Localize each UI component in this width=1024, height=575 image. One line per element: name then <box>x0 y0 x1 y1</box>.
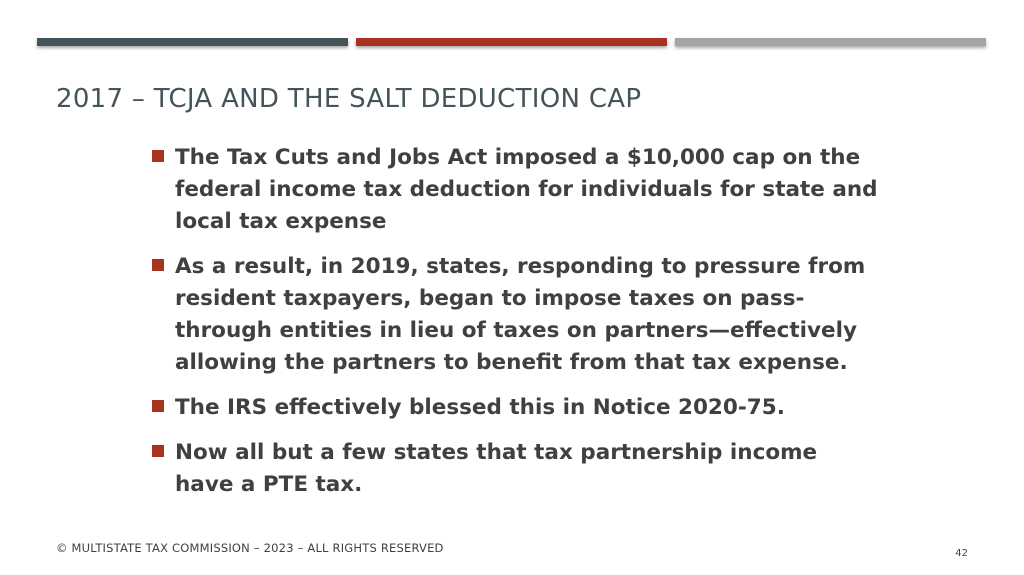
bullet-item <box>150 142 880 238</box>
bullet-text: The Tax Cuts and Jobs Act imposed a $10,000 cap on the federal income tax deduction for individuals for state and local tax expense <box>175 145 878 234</box>
bullet-item <box>150 437 880 501</box>
square-bullet-icon <box>152 400 164 412</box>
bullet-text: As a result, in 2019, states, responding to pressure from resident taxpayers, began to impose taxes on pass-through entities in lieu of taxes on partners—effectively allowing the partners to benefit from that tax expense. <box>175 254 866 375</box>
slide-title: 2017 – TCJA AND THE SALT DEDUCTION CAP <box>56 84 642 114</box>
square-bullet-icon <box>152 150 164 162</box>
accent-bar-gray <box>675 38 986 46</box>
square-bullet-icon <box>152 259 164 271</box>
footer-copyright: © MULTISTATE TAX COMMISSION – 2023 – ALL RIGHTS RESERVED <box>56 541 444 555</box>
bullet-text: The IRS effectively blessed this in Notice 2020-75. <box>175 395 785 420</box>
bullet-item <box>150 392 880 424</box>
page-number: 42 <box>955 548 968 559</box>
square-bullet-icon <box>152 445 164 457</box>
bullet-text: Now all but a few states that tax partnership income have a PTE tax. <box>175 440 818 497</box>
bullet-item <box>150 251 880 379</box>
accent-bar-dark <box>37 38 348 46</box>
accent-bar-red <box>356 38 667 46</box>
bullet-list <box>150 142 880 514</box>
